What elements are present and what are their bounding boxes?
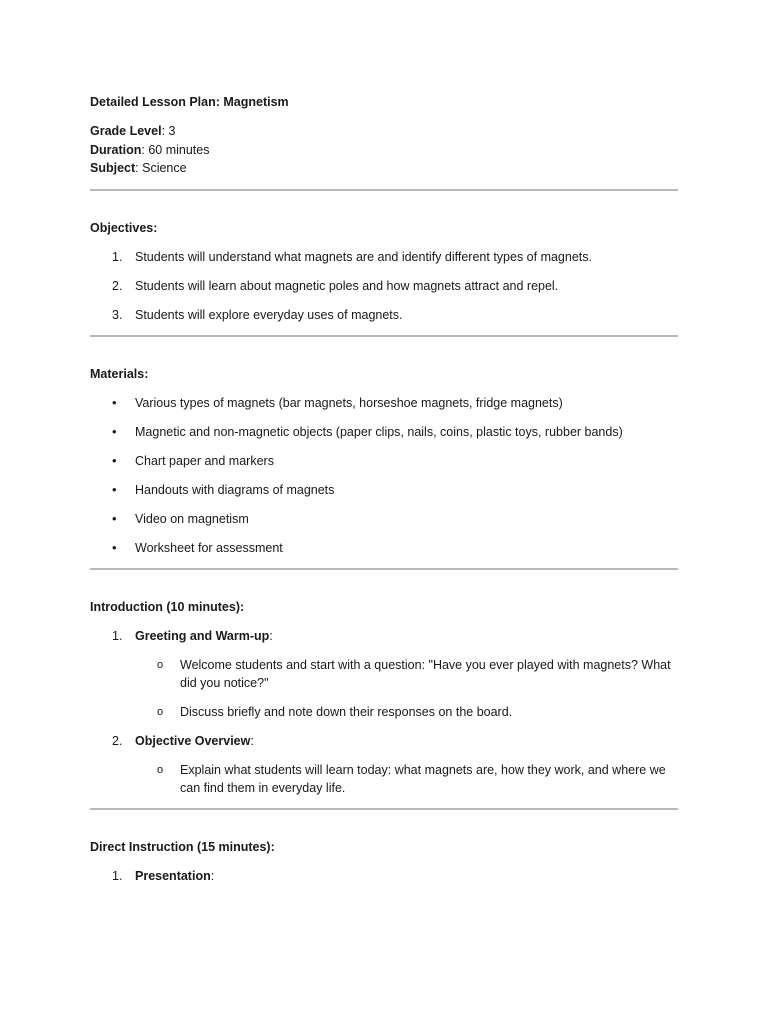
step-label: Presentation (135, 868, 211, 883)
bullet-icon: • (112, 510, 117, 526)
list-item-text: Worksheet for assessment (135, 540, 283, 555)
sub-list-item-text: Discuss briefly and note down their responses on the board. (180, 704, 513, 719)
document-title: Detailed Lesson Plan: Magnetism (90, 95, 289, 109)
list-number: 1. (112, 868, 123, 883)
list-item-text: Students will learn about magnetic poles and how magnets attract and repel. (135, 278, 559, 293)
bullet-icon: • (112, 539, 117, 555)
bullet-icon: • (112, 481, 117, 497)
meta-grade-level (90, 122, 678, 141)
meta-value: : Science (135, 161, 187, 175)
step-label: Objective Overview (135, 733, 251, 748)
sub-list (90, 656, 678, 721)
list-item (90, 510, 678, 528)
section-divider (90, 335, 678, 337)
lesson-meta (90, 122, 678, 178)
section-divider (90, 808, 678, 810)
sub-list-item-text: Explain what students will learn today: what magnets are, how they work, and where we can find them in everyday life. (180, 762, 666, 795)
circle-bullet-icon: o (157, 763, 164, 776)
list-number: 2. (112, 733, 123, 748)
introduction-step (90, 627, 678, 721)
meta-subject (90, 159, 678, 178)
circle-bullet-icon: o (157, 705, 164, 718)
list-item (90, 248, 678, 266)
lesson-plan-content (90, 93, 678, 885)
sub-list (90, 761, 678, 797)
direct-instruction-heading: Direct Instruction (15 minutes): (90, 839, 275, 854)
sub-list-item (90, 656, 678, 692)
list-item-text: Various types of magnets (bar magnets, horseshoe magnets, fridge magnets) (135, 395, 563, 410)
meta-value: : 60 minutes (141, 142, 210, 157)
bullet-icon: • (112, 423, 117, 439)
objectives-heading: Objectives: (90, 220, 158, 235)
section-divider (90, 189, 678, 191)
circle-bullet-icon: o (157, 658, 164, 671)
sub-list-item-text: Welcome students and start with a question: "Have you ever played with magnets? What did you notice?" (180, 657, 671, 690)
list-item (90, 306, 678, 324)
introduction-step (90, 732, 678, 797)
meta-value: : 3 (161, 124, 176, 138)
list-item-text: Students will understand what magnets are and identify different types of magnets. (135, 249, 592, 264)
bullet-icon: • (112, 452, 117, 468)
step-suffix: : (250, 733, 254, 748)
step-title (90, 627, 678, 645)
list-item-text: Chart paper and markers (135, 453, 274, 468)
list-item (90, 423, 678, 441)
introduction-steps (90, 627, 678, 797)
step-suffix: : (269, 628, 273, 643)
meta-label: Grade Level (90, 124, 162, 138)
list-item (90, 394, 678, 412)
list-item-text: Handouts with diagrams of magnets (135, 482, 335, 497)
list-item-text: Video on magnetism (135, 511, 249, 526)
sub-list-item (90, 703, 678, 721)
meta-label: Subject (90, 161, 136, 175)
introduction-heading: Introduction (10 minutes): (90, 599, 245, 614)
meta-duration (90, 141, 678, 160)
objectives-list (90, 248, 678, 324)
list-item-text: Magnetic and non-magnetic objects (paper clips, nails, coins, plastic toys, rubber bands) (135, 424, 623, 439)
list-number: 2. (112, 278, 123, 293)
meta-label: Duration (90, 142, 142, 157)
sub-list-item (90, 761, 678, 797)
bullet-icon: • (112, 394, 117, 410)
list-item (90, 539, 678, 557)
list-item-text: Students will explore everyday uses of magnets. (135, 307, 403, 322)
step-title (90, 867, 678, 885)
list-item (90, 277, 678, 295)
list-item (90, 481, 678, 499)
step-title (90, 732, 678, 750)
list-item (90, 452, 678, 470)
step-label: Greeting and Warm-up (135, 628, 270, 643)
list-number: 3. (112, 307, 123, 322)
list-number: 1. (112, 249, 123, 264)
step-suffix: : (210, 868, 215, 883)
materials-list (90, 394, 678, 557)
section-divider (90, 568, 678, 570)
materials-heading: Materials: (90, 366, 149, 381)
list-number: 1. (112, 628, 123, 643)
direct-instruction-steps (90, 867, 678, 885)
